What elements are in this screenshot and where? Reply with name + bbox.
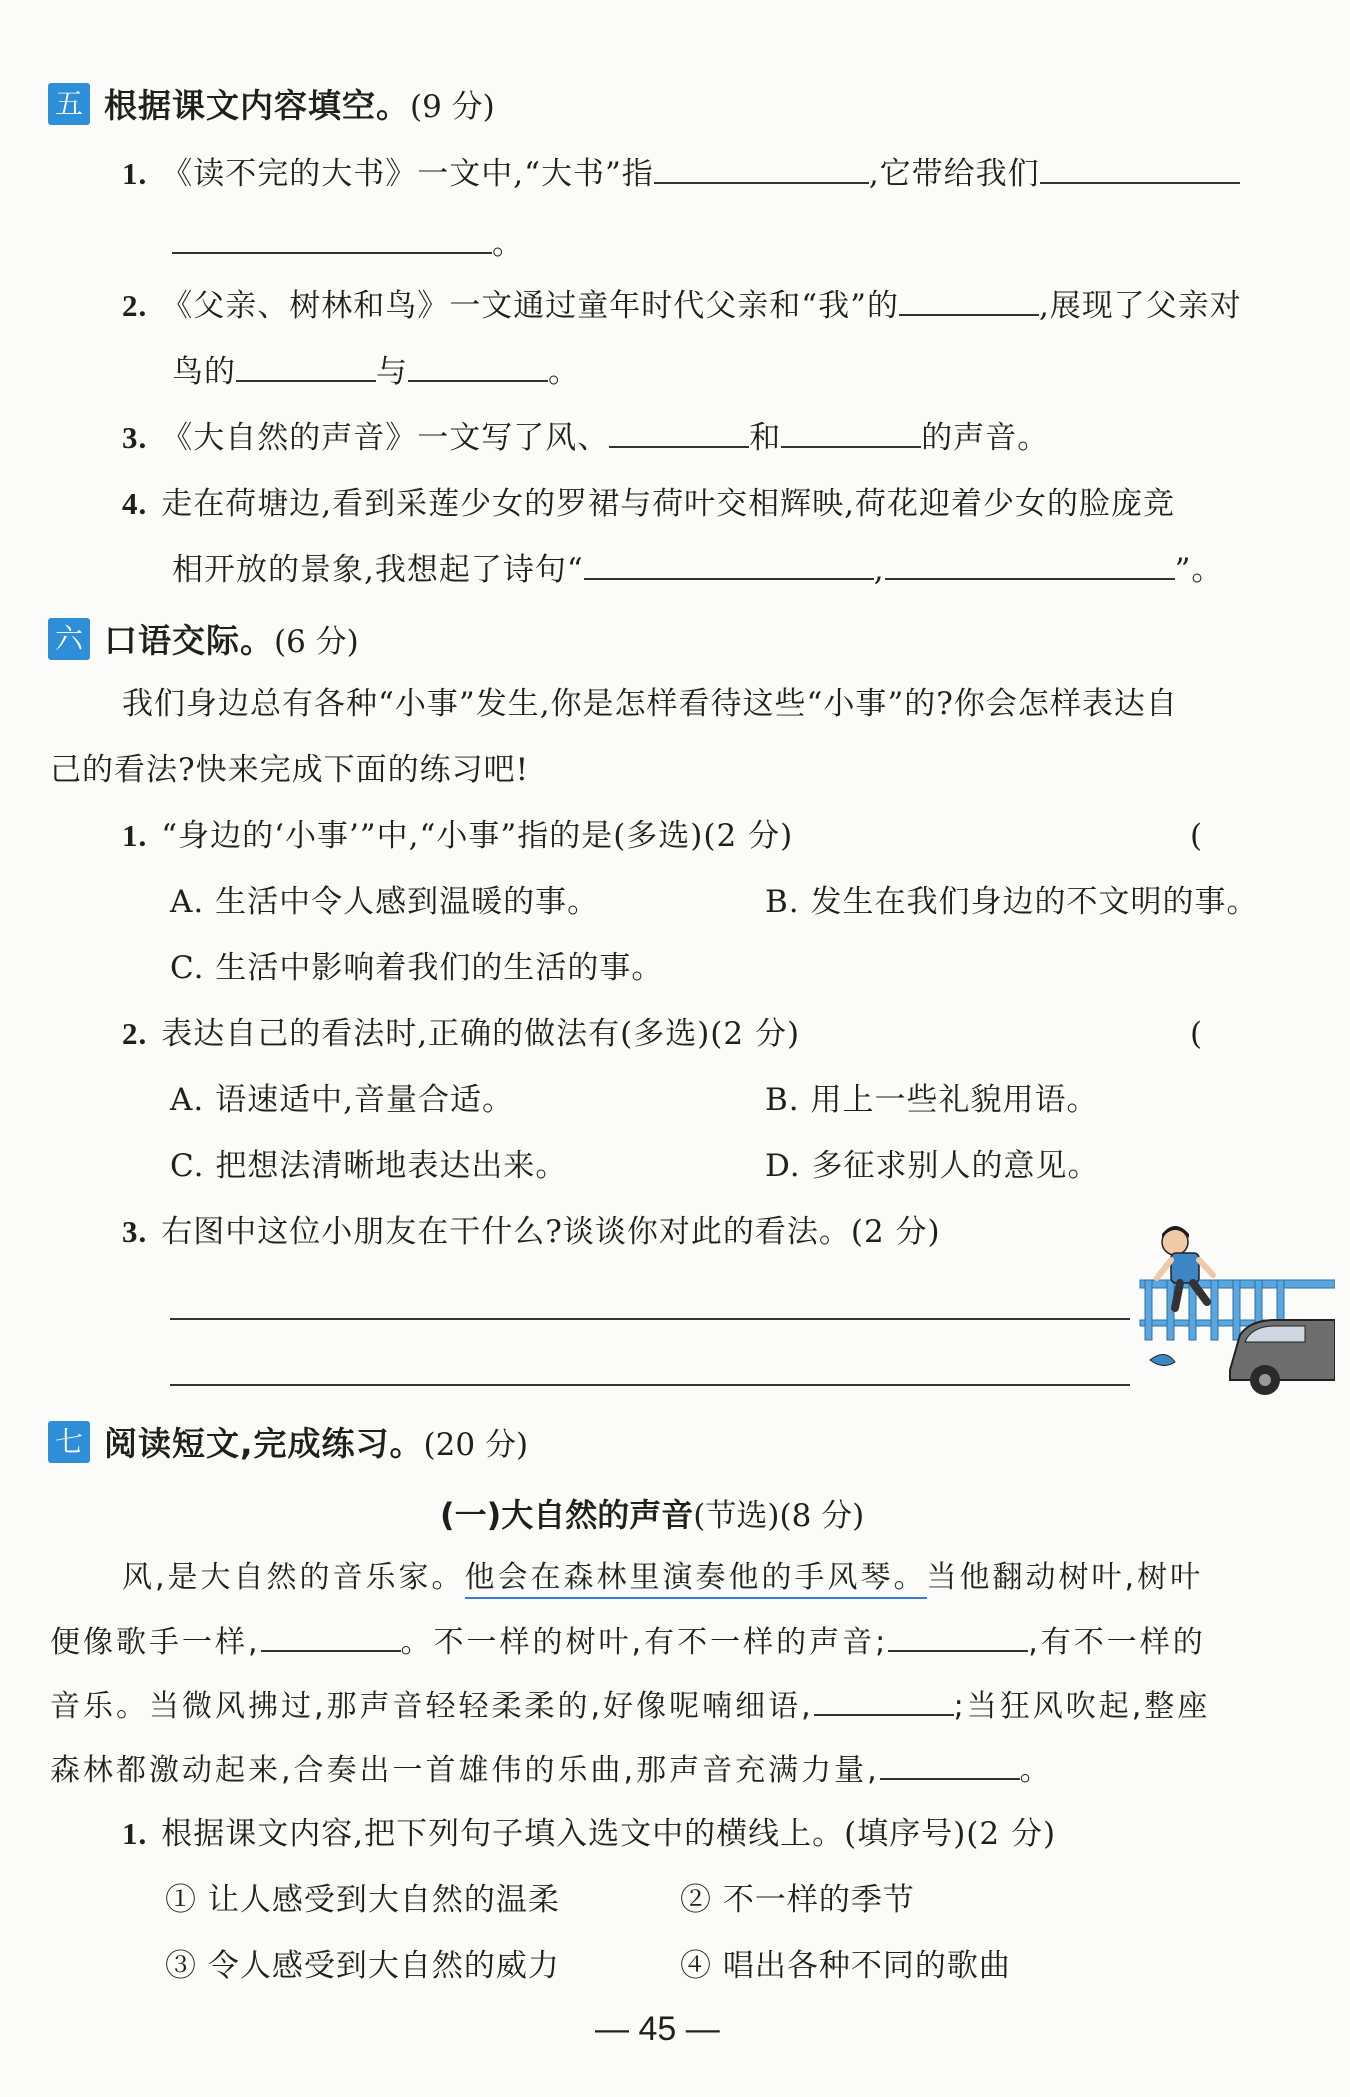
s5-q4-line1: [122, 482, 1175, 526]
s5-q2-text-d: 与: [376, 354, 408, 390]
section-7-heading: [48, 1418, 528, 1465]
section-5-heading: [48, 80, 495, 127]
section-7-title: 阅读短文,完成练习。: [104, 1424, 424, 1463]
passage-p1-c: 当他翻动树叶,树叶: [926, 1560, 1204, 1595]
s6-q1-number: 1.: [122, 818, 148, 853]
s5-q1-blank-1[interactable]: [654, 152, 869, 184]
s7-q1-text: 根据课文内容,把下列句子填入选文中的横线上。(填序号)(2 分): [161, 1816, 1057, 1852]
passage-p1-a: 风,是大自然的音乐家。: [122, 1560, 465, 1595]
s5-q2-blank-3[interactable]: [408, 350, 548, 382]
passage-p3-a: 音乐。当微风拂过,那声音轻轻柔柔的,好像呢喃细语,: [50, 1689, 814, 1724]
passage-p4-a: 森林都激动起来,合奏出一首雄伟的乐曲,那声音充满力量,: [50, 1753, 880, 1788]
child-climbing-fence-illustration: [1135, 1220, 1335, 1400]
s6-q3-text: 右图中这位小朋友在干什么?谈谈你对此的看法。(2 分): [161, 1214, 941, 1250]
section-6-title: 口语交际。: [104, 621, 274, 660]
s5-q2-number: 2.: [122, 288, 148, 323]
section-6-badge: 六: [48, 618, 90, 660]
s5-q4-text-c: ,: [873, 552, 885, 588]
s5-q4-blank-2[interactable]: [885, 548, 1175, 580]
s5-q4-blank-1[interactable]: [584, 548, 874, 580]
s5-q2-text-a: 《父亲、树林和鸟》一文通过童年时代父亲和“我”的: [161, 288, 899, 324]
section-7-badge: 七: [48, 1421, 90, 1463]
s5-q2-blank-1[interactable]: [899, 284, 1039, 316]
s5-q4-line2: [172, 548, 1223, 592]
s7-q1-number: 1.: [122, 1816, 148, 1851]
s5-q2-text-c: 鸟的: [172, 354, 236, 390]
passage-line-4: [50, 1748, 1053, 1793]
s5-q4-text-b: 相开放的景象,我想起了诗句“: [172, 552, 584, 588]
s7-q1-option-3: ③ 令人感受到大自然的威力: [165, 1948, 560, 1984]
s5-q2-text-e: 。: [548, 354, 580, 390]
section-5-title: 根据课文内容填空。: [104, 86, 410, 125]
reading-subtitle-number: (一): [440, 1496, 502, 1534]
passage-p2-c: ,有不一样的: [1028, 1625, 1206, 1660]
s6-q1-line: [122, 814, 793, 858]
s6-intro-line2: 己的看法?快来完成下面的练习吧!: [50, 752, 530, 788]
reading-subtitle-tail: (节选)(8 分): [693, 1498, 865, 1534]
passage-blank-1[interactable]: [261, 1620, 401, 1652]
s6-q2-option-a: A. 语速适中,音量合适。: [170, 1082, 514, 1118]
s6-q2-option-b: B. 用上一些礼貌用语。: [765, 1082, 1099, 1118]
passage-line-2: [50, 1620, 1206, 1665]
s6-q1-answer-paren[interactable]: (: [1190, 818, 1204, 854]
passage-blank-2[interactable]: [888, 1620, 1028, 1652]
s5-q3-line: [122, 416, 1049, 460]
passage-p3-b: ;当狂风吹起,整座: [953, 1689, 1211, 1724]
section-5-badge: 五: [48, 83, 90, 125]
s5-q3-text-a: 《大自然的声音》一文写了风、: [161, 420, 610, 456]
passage-p4-b: 。: [1019, 1753, 1053, 1788]
s5-q1-number: 1.: [122, 156, 148, 191]
section-6-heading: [48, 615, 359, 662]
hat-icon: [1150, 1354, 1175, 1365]
s6-q2-answer-paren[interactable]: (: [1190, 1016, 1204, 1052]
s5-q2-text-b: ,展现了父亲对: [1038, 288, 1242, 324]
s6-q3-answer-line-1[interactable]: [170, 1318, 1130, 1320]
passage-line-3: [50, 1684, 1210, 1729]
s5-q4-number: 4.: [122, 486, 148, 521]
s5-q4-text-a: 走在荷塘边,看到采莲少女的罗裙与荷叶交相辉映,荷花迎着少女的脸庞竞: [161, 486, 1175, 522]
s5-q1-text-a: 《读不完的大书》一文中,“大书”指: [161, 156, 654, 192]
s6-q2-option-c: C. 把想法清晰地表达出来。: [170, 1148, 568, 1184]
s6-intro-line1: 我们身边总有各种“小事”发生,你是怎样看待这些“小事”的?你会怎样表达自: [122, 686, 1178, 722]
s5-q3-blank-1[interactable]: [609, 416, 749, 448]
s6-q2-number: 2.: [122, 1016, 148, 1051]
s7-q1-option-2: ② 不一样的季节: [680, 1882, 915, 1918]
s6-q2-text: 表达自己的看法时,正确的做法有(多选)(2 分): [161, 1016, 801, 1052]
reading-subtitle-title: 大自然的声音: [501, 1496, 694, 1534]
s5-q3-text-c: 的声音。: [921, 420, 1050, 456]
child-icon: [1157, 1226, 1213, 1308]
passage-blank-3[interactable]: [814, 1684, 954, 1716]
s7-q1-option-1: ① 让人感受到大自然的温柔: [165, 1882, 560, 1918]
s5-q3-blank-2[interactable]: [781, 416, 921, 448]
section-7-score: (20 分): [423, 1427, 529, 1463]
s5-q1-text-b: ,它带给我们: [868, 156, 1040, 192]
s6-q3-answer-line-2[interactable]: [170, 1384, 1130, 1386]
s5-q4-text-d: ”。: [1174, 552, 1224, 588]
s5-q1-text-c: 。: [492, 226, 524, 262]
car-icon: [1230, 1320, 1335, 1395]
s6-q2-line: [122, 1012, 800, 1056]
s7-q1-line: [122, 1812, 1056, 1856]
passage-line-1: [122, 1556, 1203, 1600]
passage-p1-underlined: 他会在森林里演奏他的手风琴。: [465, 1560, 927, 1599]
passage-p2-b: 。不一样的树叶,有不一样的声音;: [400, 1625, 889, 1660]
s6-q3-line: [122, 1210, 941, 1254]
s5-q2-line1: [122, 284, 1242, 328]
s6-q1-option-a: A. 生活中令人感到温暖的事。: [170, 884, 600, 920]
page-number: — 45 —: [595, 2010, 720, 2048]
s5-q3-number: 3.: [122, 420, 148, 455]
s6-q1-text: “身边的‘小事’”中,“小事”指的是(多选)(2 分): [161, 818, 794, 854]
s5-q1-blank-3[interactable]: [172, 222, 492, 254]
section-6-score: (6 分): [274, 624, 359, 660]
s5-q1-line2: [172, 222, 524, 266]
s5-q2-line2: [172, 350, 580, 394]
s5-q3-text-b: 和: [749, 420, 782, 456]
passage-blank-4[interactable]: [880, 1748, 1020, 1780]
s6-q3-number: 3.: [122, 1214, 148, 1249]
reading-subtitle: [440, 1490, 864, 1536]
s5-q2-blank-2[interactable]: [236, 350, 376, 382]
s6-q1-option-b: B. 发生在我们身边的不文明的事。: [765, 884, 1259, 920]
s6-q2-option-d: D. 多征求别人的意见。: [765, 1148, 1100, 1184]
s6-q1-option-c: C. 生活中影响着我们的生活的事。: [170, 950, 664, 986]
section-5-score: (9 分): [410, 89, 495, 125]
passage-p2-a: 便像歌手一样,: [50, 1625, 261, 1660]
s5-q1-blank-2[interactable]: [1040, 152, 1240, 184]
s7-q1-option-4: ④ 唱出各种不同的歌曲: [680, 1948, 1011, 1984]
s5-q1-line1: [122, 152, 1240, 196]
